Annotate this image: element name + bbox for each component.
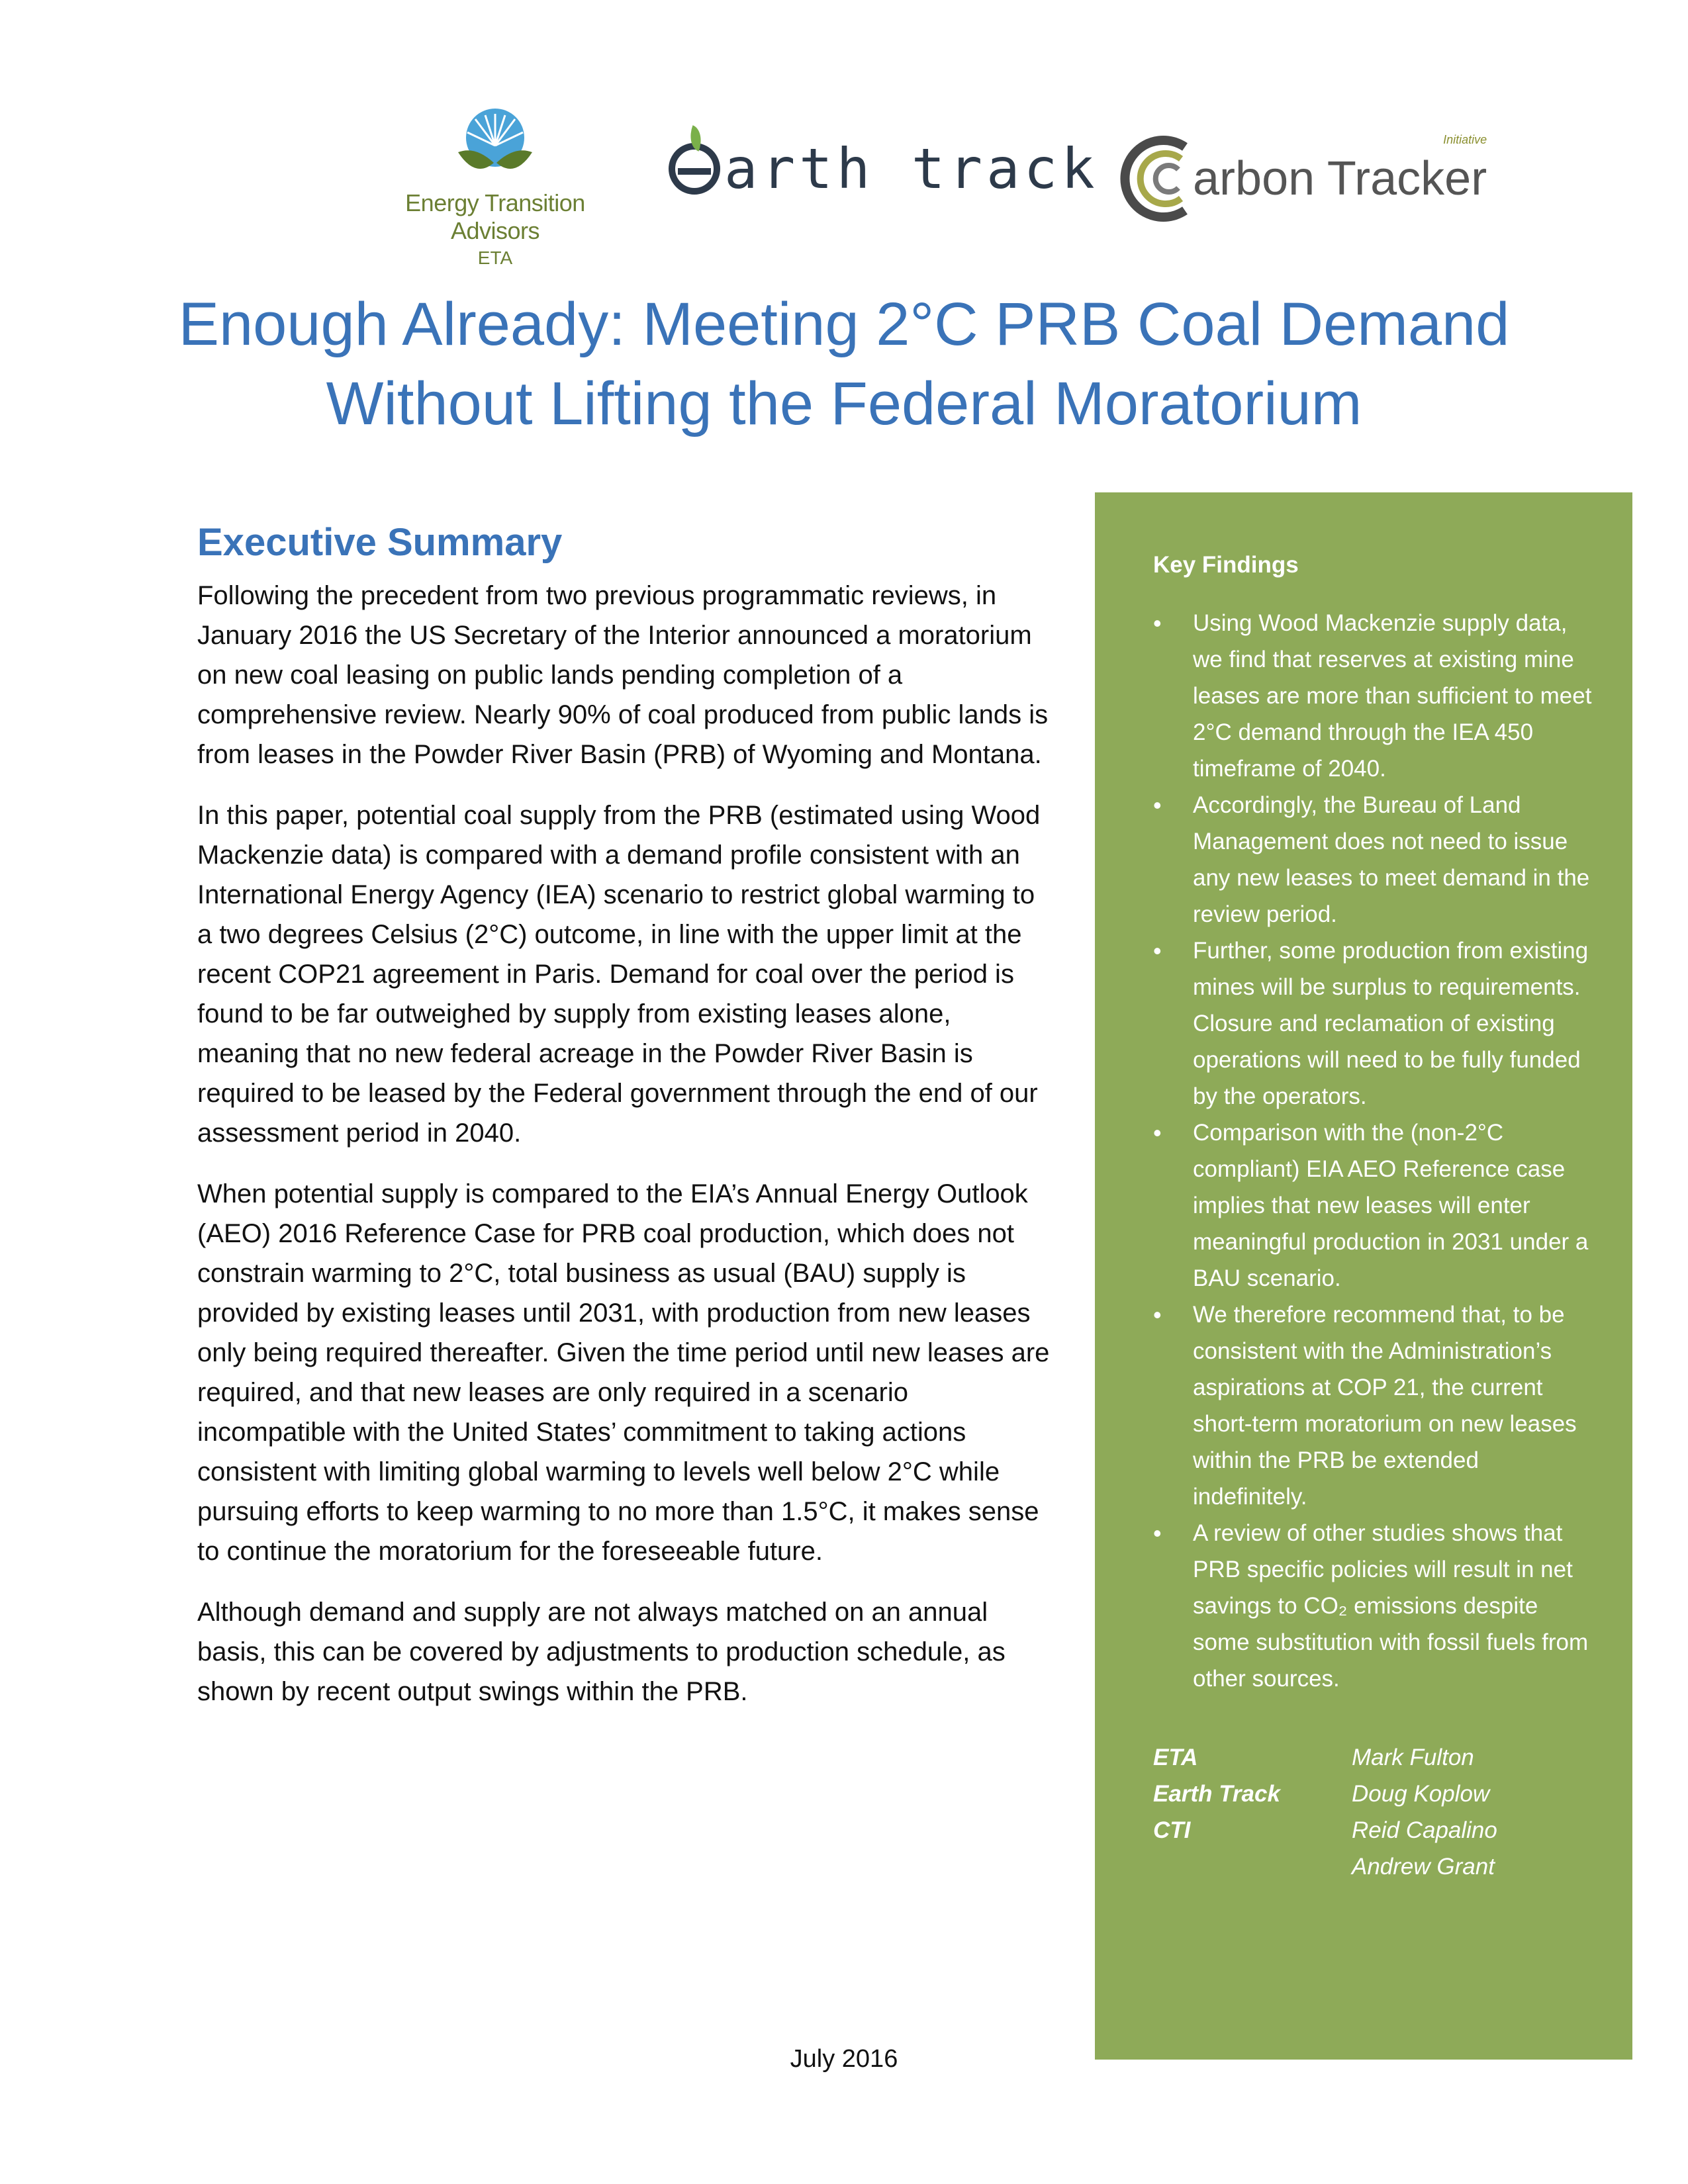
publication-date: July 2016 <box>790 2045 898 2073</box>
eta-logo-abbr: ETA <box>477 248 513 268</box>
carbon-rings-icon <box>1119 132 1198 225</box>
key-findings-panel <box>1095 492 1632 2060</box>
key-finding-item: • We therefore recommend that, to be consistent with the Administration’s aspirations at COP 21, the current short-term moratorium on new leases within the PRB be extended indefinitely. <box>1153 1297 1593 1515</box>
author-row <box>1153 1739 1593 1776</box>
title-line-1: Enough Already: Meeting 2°C PRB Coal Demand <box>178 291 1510 358</box>
summary-paragraph-3: When potential supply is compared to the EIA’s Annual Energy Outlook (AEO) 2016 Reference Case for PRB coal production, which does not constrain warming to 2°C, total business as usual (BAU) supply is provided by existing leases until 2031, with production from new leases only being required thereafter. Given the time period until new leases are required, and that new leases are only required in a scenario incompatible with the United States’ commitment to taking actions consistent with limiting global warming to levels well below 2°C while pursuing efforts to keep warming to no more than 1.5°C, it makes sense to continue the moratorium for the foreseeable future. <box>197 1179 1050 1566</box>
author-name: Mark Fulton <box>1352 1745 1474 1770</box>
author-row <box>1153 1812 1593 1848</box>
carbon-tracker-logo <box>1119 129 1487 228</box>
document-title <box>0 285 1688 443</box>
summary-paragraph-1: Following the precedent from two previous programmatic reviews, in January 2016 the US Secretary of the Interior announced a moratorium on new coal leasing on public lands pending completion of a comprehensive review. Nearly 90% of coal produced from public lands is from leases in the Powder River Basin (PRB) of Wyoming and Montana. <box>197 581 1049 769</box>
author-org: CTI <box>1153 1817 1191 1843</box>
author-name: Andrew Grant <box>1352 1854 1495 1880</box>
author-org <box>1153 1848 1352 1885</box>
key-finding-item: • Further, some production from existing mines will be surplus to requirements. Closure and reclamation of existing operations will need to be fully funded by the operators. <box>1153 933 1593 1115</box>
key-finding-item: • A review of other studies shows that PRB specific policies will result in net savings to CO₂ emissions despite some substitution with fossil fuels from other sources. <box>1153 1515 1593 1697</box>
eta-logo-name: Energy Transition Advisors <box>405 189 585 244</box>
earth-e-leaf-icon <box>669 143 720 195</box>
executive-summary <box>197 516 1051 1733</box>
carbon-tracker-initiative-tag: Initiative <box>1443 133 1487 146</box>
title-line-2: Without Lifting the Federal Moratorium <box>326 370 1362 437</box>
author-org: ETA <box>1153 1745 1198 1770</box>
earth-track-logo-text: arth track <box>724 136 1099 201</box>
sunburst-leaves-icon <box>449 106 541 185</box>
key-finding-item: • Comparison with the (non-2°C compliant) EIA AEO Reference case implies that new leases will enter meaningful production in 2031 under a BAU scenario. <box>1153 1115 1593 1297</box>
key-findings-list <box>1153 605 1593 1697</box>
authors-list <box>1153 1739 1593 1885</box>
author-row <box>1153 1848 1593 1885</box>
author-row <box>1153 1776 1593 1812</box>
key-finding-item: • Accordingly, the Bureau of Land Management does not need to issue any new leases to meet demand in the review period. <box>1153 787 1593 933</box>
author-org: Earth Track <box>1153 1781 1280 1807</box>
eta-logo <box>363 106 628 268</box>
summary-paragraph-2: In this paper, potential coal supply from the PRB (estimated using Wood Mackenzie data) is compared with a demand profile consistent with an International Energy Agency (IEA) scenario to restrict global warming to a two degrees Celsius (2°C) outcome, in line with the upper limit at the recent COP21 agreement in Paris. Demand for coal over the period is found to be far outweighed by supply from existing leases alone, meaning that no new federal acreage in the Powder River Basin is required to be leased by the Federal government through the end of our assessment period in 2040. <box>197 801 1041 1148</box>
author-name: Doug Koplow <box>1352 1781 1490 1807</box>
executive-summary-heading: Executive Summary <box>197 521 563 564</box>
summary-paragraph-4: Although demand and supply are not always matched on an annual basis, this can be covered by adjustments to production schedule, as shown by recent output swings within the PRB. <box>197 1598 1006 1706</box>
key-findings-heading: Key Findings <box>1153 552 1299 578</box>
author-name: Reid Capalino <box>1352 1817 1497 1843</box>
carbon-tracker-logo-text: arbon Tracker <box>1193 152 1487 205</box>
logo-bar <box>0 99 1688 268</box>
earth-track-logo <box>669 132 1099 205</box>
key-finding-item: • Using Wood Mackenzie supply data, we find that reserves at existing mine leases are more than sufficient to meet 2°C demand through the IEA 450 timeframe of 2040. <box>1153 605 1593 787</box>
